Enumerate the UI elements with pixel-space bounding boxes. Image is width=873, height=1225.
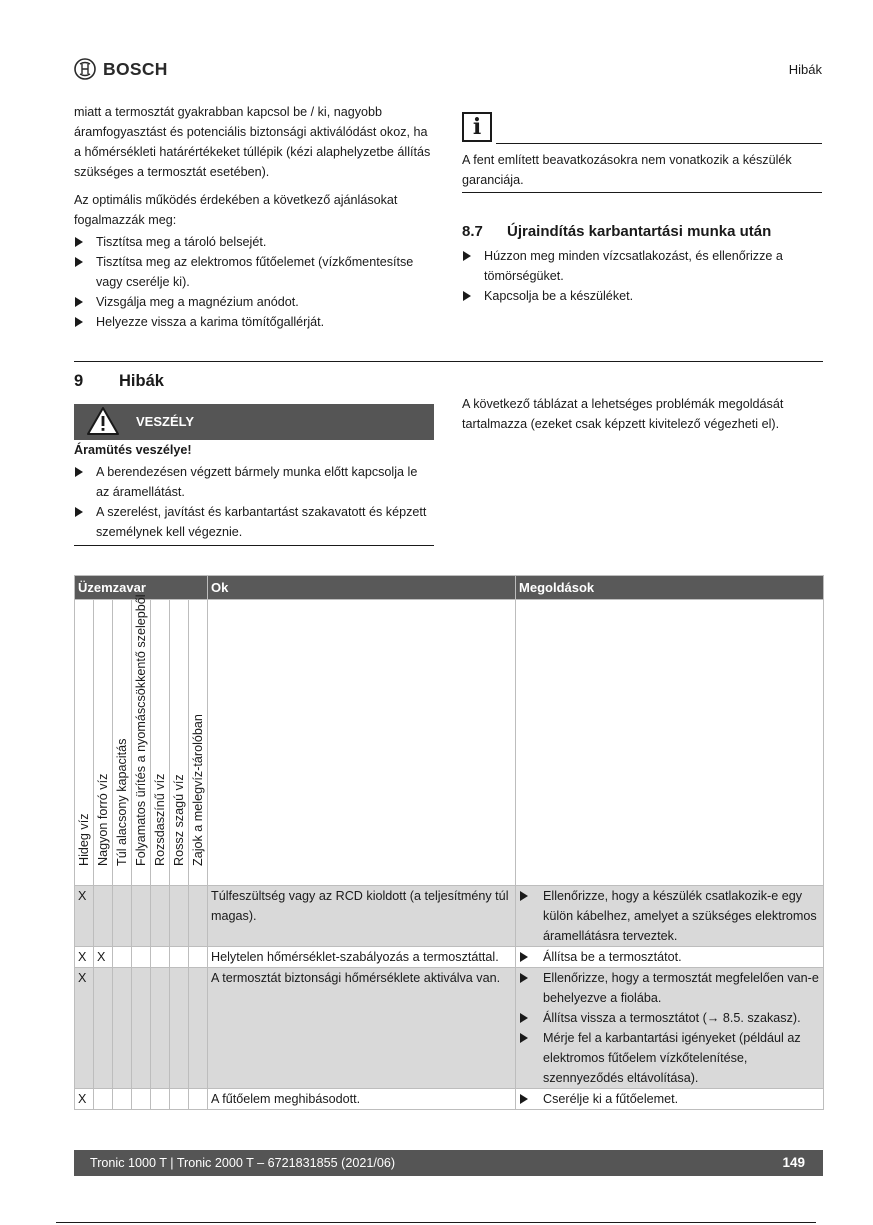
danger-banner: [74, 404, 434, 440]
symptom-label: Rossz szagú víz: [170, 600, 189, 886]
mark-cell: [132, 1089, 151, 1110]
page-title: 9 Hibák: [74, 372, 164, 390]
bottom-divider: [56, 1222, 816, 1223]
danger-content: [74, 440, 434, 546]
bosch-armature-icon: [74, 58, 96, 80]
recommendation-list: [74, 232, 436, 332]
mark-cell: [151, 968, 170, 1089]
divider: [496, 143, 822, 144]
mark-cell: X: [75, 968, 94, 1089]
mark-cell: [170, 886, 189, 947]
mark-cell: [113, 886, 132, 947]
mark-cell: [132, 968, 151, 1089]
mark-cell: [189, 968, 208, 1089]
mark-cell: X: [75, 1089, 94, 1110]
mark-cell: X: [75, 947, 94, 968]
solution-cell: [516, 886, 824, 947]
mark-cell: [132, 947, 151, 968]
restart-steps: [462, 246, 824, 306]
footer-title: Tronic 1000 T | Tronic 2000 T – 6721831855 (2021/06): [90, 1156, 396, 1170]
symptom-label: Nagyon forró víz: [94, 600, 113, 886]
table-row: [75, 886, 824, 947]
mark-cell: [189, 947, 208, 968]
list-item: Állítsa vissza a termosztátot (→ 8.5. szakasz).: [519, 1008, 820, 1028]
list-item: Húzzon meg minden vízcsatlakozást, és ellenőrizze a tömörségüket.: [462, 246, 824, 286]
list-item: Cserélje ki a fűtőelemet.: [519, 1089, 820, 1109]
list-item: Tisztítsa meg a tároló belsejét.: [74, 232, 436, 252]
cause-cell: A fűtőelem meghibásodott.: [208, 1089, 516, 1110]
mark-cell: [189, 1089, 208, 1110]
mark-cell: [113, 968, 132, 1089]
table-intro: A következő táblázat a lehetséges problémák megoldását tartalmazza (ezeket csak képzett kivitelező végezheti el).: [462, 397, 784, 431]
danger-subtitle: Áramütés veszélye!: [74, 443, 192, 457]
list-item: A szerelést, javítást és karbantartást szakavatott és képzett személynek kell végeznie.: [74, 502, 434, 542]
list-item: Vizsgálja meg a magnézium anódot.: [74, 292, 436, 312]
cause-cell: Helytelen hőmérséklet-szabályozás a termosztáttal.: [208, 947, 516, 968]
list-item: Tisztítsa meg az elektromos fűtőelemet (vízkőmentesítse vagy cserélje ki).: [74, 252, 436, 292]
info-icon: i: [462, 112, 492, 142]
paragraph: Az optimális működés érdekében a következő ajánlásokat fogalmazzák meg:: [74, 193, 398, 227]
section-8-7: [462, 222, 824, 306]
page-footer: [74, 1150, 823, 1176]
list-item: Helyezze vissza a karima tömítőgallérját.: [74, 312, 436, 332]
running-head: Hibák: [788, 62, 822, 77]
section-heading: 8.7 Újraindítás karbantartási munka után: [462, 223, 772, 240]
bosch-logo: [74, 57, 168, 81]
mark-cell: X: [94, 947, 113, 968]
mark-cell: [94, 968, 113, 1089]
cause-cell: Túlfeszültség vagy az RCD kioldott (a teljesítmény túl magas).: [208, 886, 516, 947]
brand-name: BOSCH: [103, 59, 168, 79]
mark-cell: [151, 886, 170, 947]
mark-cell: [132, 886, 151, 947]
solution-cell: [516, 947, 824, 968]
mark-cell: [113, 1089, 132, 1110]
page-number: 149: [782, 1155, 805, 1170]
mark-cell: [94, 1089, 113, 1110]
symptom-label: Rozsdaszínű víz: [151, 600, 170, 886]
cause-cell: A termosztát biztonsági hőmérséklete aktiválva van.: [208, 968, 516, 1089]
list-item: Ellenőrizze, hogy a termosztát megfelelően van-e behelyezve a fiolába.: [519, 968, 820, 1008]
symptom-header-row: [75, 600, 824, 886]
mark-cell: X: [75, 886, 94, 947]
maintenance-continued: [74, 102, 436, 332]
danger-list: [74, 462, 434, 542]
mark-cell: [151, 947, 170, 968]
fault-table: [74, 575, 824, 1110]
symptom-label: Túl alacsony kapacitás: [113, 600, 132, 886]
danger-label: VESZÉLY: [136, 414, 195, 429]
paragraph: miatt a termosztát gyakrabban kapcsol be / ki, nagyobb áramfogyasztást és potenciális biztonsági aktiválódást okoz, ha a hőmérsékleti határértékeket túllépik (kézi alaphelyzetbe állítás szükséges a termosztát esetében).: [74, 105, 431, 179]
symptom-label: Zajok a melegvíz-tárolóban: [189, 600, 208, 886]
header-fault: Üzemzavar: [75, 576, 208, 600]
solution-cell: [516, 1089, 824, 1110]
list-item: Kapcsolja be a készüléket.: [462, 286, 824, 306]
info-text: A fent említett beavatkozásokra nem vonatkozik a készülék garanciája.: [462, 150, 822, 193]
warning-triangle-icon: [86, 406, 120, 436]
mark-cell: [170, 947, 189, 968]
list-item: Mérje fel a karbantartási igényeket (például az elektromos fűtőelem vízkőtelenítése, szennyeződés eltávolítása).: [519, 1028, 820, 1088]
list-item: A berendezésen végzett bármely munka előtt kapcsolja le az áramellátást.: [74, 462, 434, 502]
list-item: Ellenőrizze, hogy a készülék csatlakozik-e egy külön kábelhez, amelyet a szükséges elektromos áramellátásra terveztek.: [519, 886, 820, 946]
mark-cell: [170, 1089, 189, 1110]
table-row: [75, 1089, 824, 1110]
section-divider: [74, 361, 823, 362]
table-row: [75, 968, 824, 1089]
mark-cell: [170, 968, 189, 1089]
header-cause: Ok: [208, 576, 516, 600]
mark-cell: [113, 947, 132, 968]
info-note: [462, 112, 822, 193]
mark-cell: [94, 886, 113, 947]
header-solution: Megoldások: [516, 576, 824, 600]
mark-cell: [151, 1089, 170, 1110]
mark-cell: [189, 886, 208, 947]
solution-cell: [516, 968, 824, 1089]
table-row: [75, 947, 824, 968]
symptom-label: Hideg víz: [75, 600, 94, 886]
section-9-heading: [74, 371, 434, 391]
list-item: Állítsa be a termosztátot.: [519, 947, 820, 967]
symptom-label: Folyamatos ürítés a nyomáscsökkentő szelepből: [132, 600, 151, 886]
